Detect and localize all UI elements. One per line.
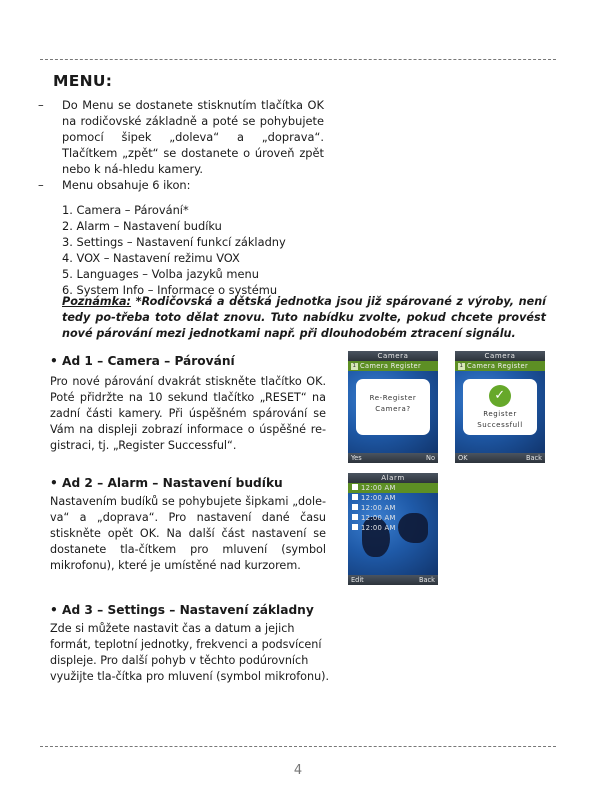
softkey-right: Back — [418, 576, 435, 584]
section-title-settings: • Ad 3 – Settings – Nastavení základny — [50, 603, 314, 617]
selected-menu-row: 1 Camera Register — [455, 361, 545, 371]
alarm-row: 12:00 AM — [348, 503, 438, 513]
softkey-right: No — [426, 454, 435, 462]
softkey-bar — [348, 575, 438, 585]
note-label: Poznámka: — [62, 295, 132, 308]
section-body-settings: Zde si můžete nastavit čas a datum a jejich formát, teplotní jednotky, frekvenci a podsvícení displeje. Pro další pohyb v těchto podúrovních využijte tla-čítka pro mluvení (symbol mikrofonu). — [50, 622, 330, 683]
alarm-row: 12:00 AM — [348, 513, 438, 523]
top-divider — [40, 59, 556, 60]
screen-title: Camera — [455, 351, 545, 361]
menu-item: 6. System Info – Informace o systému — [62, 283, 278, 297]
alarm-row: 12:00 AM — [348, 493, 438, 503]
screen-title: Alarm — [348, 473, 438, 483]
softkey-bar — [455, 453, 545, 463]
checkbox-icon — [352, 484, 358, 490]
softkey-left: Yes — [351, 454, 362, 462]
softkey-left: OK — [458, 454, 468, 462]
camera-success-screen — [455, 351, 545, 463]
success-dialog: ✓ Register Successfull — [463, 379, 537, 435]
screen-title: Camera — [348, 351, 438, 361]
alarm-row: 12:00 AM — [348, 523, 438, 533]
menu-item: 1. Camera – Párování* — [62, 203, 189, 217]
checkbox-icon — [352, 514, 358, 520]
reregister-dialog: Re-Register Camera? — [356, 379, 430, 435]
intro-item-1: Do Menu se dostanete stisknutím tlačítka OK na rodičovské základně a poté se pohybujete pomocí šipek „doleva“ a „doprava“. Tlačítkem „zpět“ se dostanete o úroveň zpět nebo k ná-hledu kamery. — [62, 98, 324, 176]
softkey-bar — [348, 453, 438, 463]
section-body-alarm: Nastavením budíků se pohybujete šipkami „dole-va“ a „doprava“. Pro nastavení dané času stiskněte opět OK. Na další část nastavení se dostanete tla-čítkem pro mluvení (symbol mikrofonu), které je umístěné nad kurzorem. — [50, 495, 326, 572]
bottom-divider — [40, 746, 556, 747]
camera-reregister-screen — [348, 351, 438, 463]
menu-item: 2. Alarm – Nastavení budíku — [62, 219, 222, 233]
note — [62, 294, 546, 342]
menu-item: 5. Languages – Volba jazyků menu — [62, 267, 259, 281]
section-body-camera: Pro nové párování dvakrát stiskněte tlačítko OK. Poté přidržte na 10 sekund tlačítko „RESET“ na zadní části kamery. Při úspěšném spárování se Vám na displeji zobrazí informace o úspěšné re-gistraci, tj. „Register Successful“. — [50, 375, 326, 452]
section-title-camera: • Ad 1 – Camera – Párování — [50, 354, 235, 368]
softkey-left: Edit — [351, 576, 364, 584]
note-text: *Rodičovská a dětská jednotka jsou již spárované z výroby, není tedy po-třeba toto dělat znovu. Tuto nabídku zvolte, pokud chcete provést nové párování mezi jednotkami např. při dlouhodobém ztracení signálu. — [62, 295, 546, 340]
menu-item: 3. Settings – Nastavení funkcí základny — [62, 235, 286, 249]
bullet-dash: – — [38, 98, 44, 112]
menu-item: 4. VOX – Nastavení režimu VOX — [62, 251, 240, 265]
alarm-row: 12:00 AM — [348, 483, 438, 493]
menu-heading: MENU: — [53, 72, 113, 90]
softkey-right: Back — [525, 454, 542, 462]
checkmark-icon: ✓ — [489, 385, 511, 407]
page-number: 4 — [293, 763, 303, 778]
checkbox-icon — [352, 524, 358, 530]
alarm-screen — [348, 473, 438, 585]
bullet-dash: – — [38, 178, 44, 192]
section-title-alarm: • Ad 2 – Alarm – Nastavení budíku — [50, 476, 283, 490]
checkbox-icon — [352, 504, 358, 510]
checkbox-icon — [352, 494, 358, 500]
selected-menu-row: 1 Camera Register — [348, 361, 438, 371]
intro-item-2: Menu obsahuje 6 ikon: — [62, 178, 191, 192]
